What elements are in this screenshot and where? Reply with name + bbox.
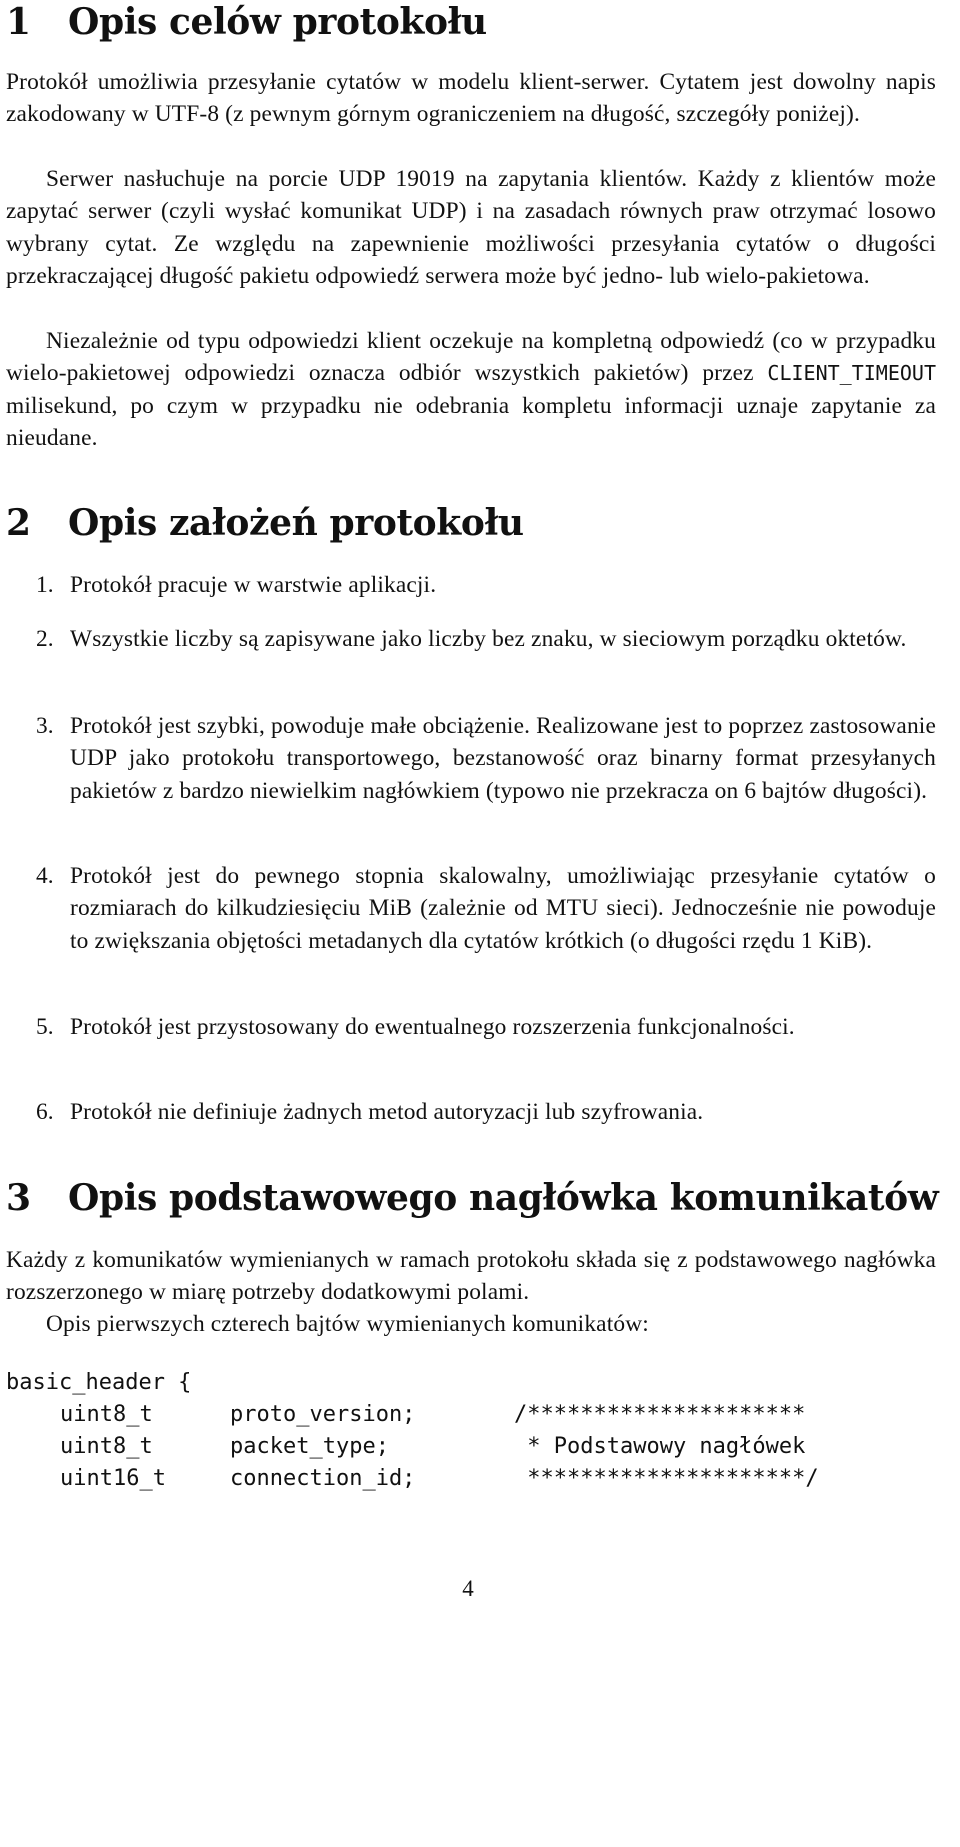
section-3-paragraph-1: Każdy z komunikatów wymienianych w ramach protokołu składa się z podstawowego nagłówka rozszerzonego w miarę potrzeby dodatkowymi polami.	[6, 1247, 936, 1306]
code-comment: *********************/	[514, 1466, 819, 1491]
list-item-number: 3.	[36, 713, 54, 739]
code-type: uint8_t	[60, 1434, 153, 1459]
paragraph-text-before: Niezależnie od typu odpowiedzi klient oczekuje na kompletną odpowiedź (co w przypadku wielo-pakietowej odpowiedzi oznacza odbiór wszystkich pakietów) przez	[6, 328, 936, 387]
code-field: packet_type;	[230, 1434, 389, 1459]
list-item-number: 4.	[36, 863, 54, 889]
section-2-number: 2	[6, 502, 31, 544]
section-2-title: Opis założeń protokołu	[68, 502, 524, 544]
section-3-number: 3	[6, 1177, 31, 1219]
list-item-text: Protokół jest do pewnego stopnia skalowalny, umożliwiając przesyłanie cytatów o rozmiarach do kilkudziesięciu MiB (zależnie od MTU sieci). Jednocześnie nie powoduje to zwiększania objętości metadanych dla cytatów krótkich (o długości rzędu 1 KiB).	[70, 863, 936, 954]
code-comment: * Podstawowy nagłówek	[514, 1434, 806, 1459]
section-1-heading	[6, 2, 487, 42]
section-1-paragraph-2: Serwer nasłuchuje na porcie UDP 19019 na zapytania klientów. Każdy z klientów może zapytać serwer (czyli wysłać komunikat UDP) i na zasadach równych praw otrzymać losowo wybrany cytat. Ze względu na zapewnienie możliwości przesyłania cytatów o długości przekraczającej długość pakietu odpowiedź serwera może być jedno- lub wielo-pakietowa.	[6, 166, 936, 289]
code-type: uint8_t	[60, 1402, 153, 1427]
code-field: connection_id;	[230, 1466, 416, 1491]
section-3-title: Opis podstawowego nagłówka komunikatów	[68, 1177, 939, 1219]
code-comment: /*********************	[514, 1402, 806, 1427]
client-timeout-constant: CLIENT_TIMEOUT	[767, 361, 936, 386]
section-3-paragraph-2: Opis pierwszych czterech bajtów wymienianych komunikatów:	[46, 1311, 649, 1337]
section-1-paragraph-3	[6, 325, 936, 454]
list-item-text: Protokół nie definiuje żadnych metod autoryzacji lub szyfrowania.	[70, 1099, 704, 1125]
section-1-number: 1	[6, 1, 31, 43]
list-item-text: Protokół jest przystosowany do ewentualnego rozszerzenia funkcjonalności.	[70, 1014, 795, 1040]
page-number: 4	[462, 1576, 474, 1601]
list-item-text: Wszystkie liczby są zapisywane jako liczby bez znaku, w sieciowym porządku oktetów.	[70, 626, 907, 652]
paragraph-text-after: milisekund, po czym w przypadku nie odebrania kompletu informacji uznaje zapytanie za nieudane.	[6, 392, 936, 451]
code-field: proto_version;	[230, 1402, 416, 1427]
list-item-text: Protokół pracuje w warstwie aplikacji.	[70, 572, 437, 598]
list-item-number: 6.	[36, 1099, 54, 1125]
code-type: uint16_t	[60, 1466, 166, 1491]
list-item-number: 5.	[36, 1014, 54, 1040]
code-header-line: basic_header {	[6, 1370, 192, 1395]
list-item-text: Protokół jest szybki, powoduje małe obciążenie. Realizowane jest to poprzez zastosowanie UDP jako protokołu transportowego, bezstanowość oraz binarny format przesyłanych pakietów z bardzo niewielkim nagłówkiem (typowo nie przekracza on 6 bajtów długości).	[70, 713, 936, 804]
section-1-title: Opis celów protokołu	[68, 1, 487, 43]
list-item-number: 2.	[36, 626, 54, 652]
section-3-heading	[6, 1178, 938, 1218]
basic-header-code-block	[6, 1367, 936, 1497]
section-2-heading	[6, 503, 524, 543]
list-item-number: 1.	[36, 572, 54, 598]
section-1-paragraph-1: Protokół umożliwia przesyłanie cytatów w modelu klient-serwer. Cytatem jest dowolny napis zakodowany w UTF-8 (z pewnym górnym ograniczeniem na długość, szczegóły poniżej).	[6, 69, 936, 128]
